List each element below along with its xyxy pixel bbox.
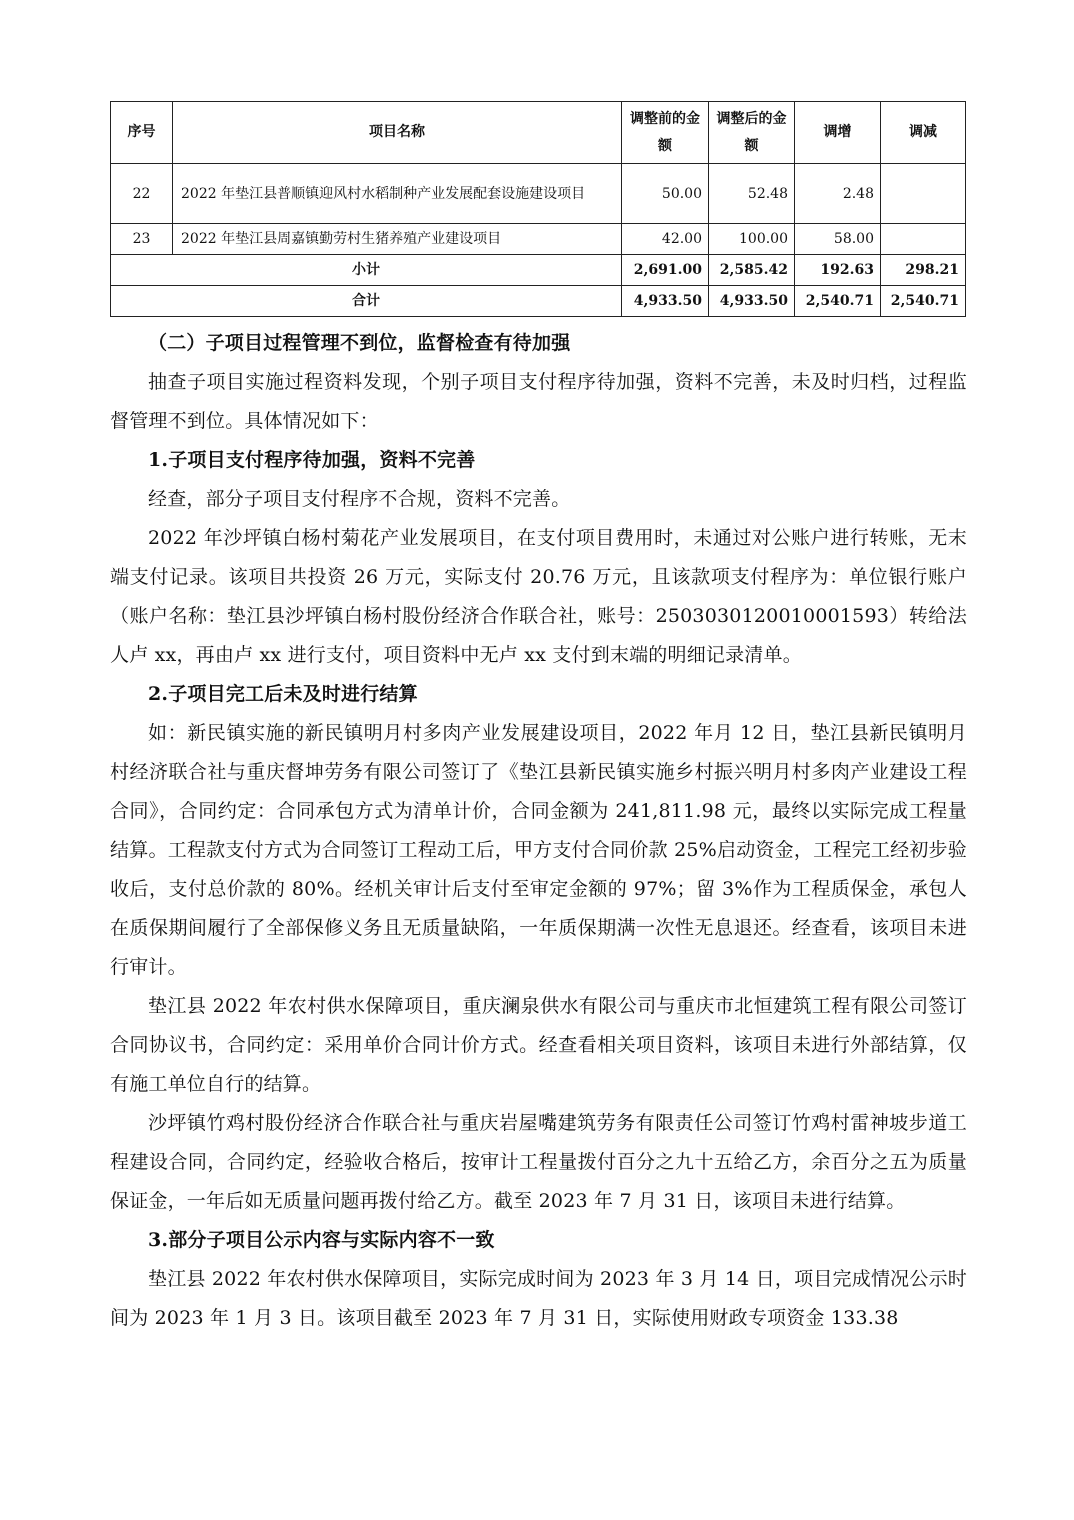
paragraph-intro: 抽查子项目实施过程资料发现，个别子项目支付程序待加强，资料不完善，未及时归档，过程监督管理不到位。具体情况如下： (110, 371, 967, 432)
paragraph: 经查，部分子项目支付程序不合规，资料不完善。 (148, 488, 571, 510)
row-name: 2022 年垫江县周嘉镇勤劳村生猪养殖产业建设项目 (173, 224, 622, 255)
subtotal-label: 小计 (111, 255, 622, 286)
row-before: 50.00 (622, 164, 709, 224)
row-before: 42.00 (622, 224, 709, 255)
row-after: 52.48 (709, 164, 795, 224)
header-after: 调整后的金额 (709, 102, 795, 164)
row-increase: 2.48 (795, 164, 881, 224)
header-decrease: 调减 (881, 102, 966, 164)
subheading-2: 2.子项目完工后未及时进行结算 (148, 683, 418, 705)
paragraph: 如：新民镇实施的新民镇明月村多肉产业发展建设项目，2022 年月 12 日，垫江县新民镇明月村经济联合社与重庆督坤劳务有限公司签订了《垫江县新民镇实施乡村振兴明月村多肉产业建设工程合同》，合同约定：合同承包方式为清单计价，合同金额为 241,811.98 元，最终以实际完成工程量结算。工程款支付方式为合同签订工程动工后，甲方支付合同价款 25%启动资金，工程完工经初步验收后，支付总价款的 80%。经机关审计后支付至审定金额的 97%；留 3%作为工程质保金，承包人在质保期间履行了全部保修义务且无质量缺陷，一年质保期满一次性无息退还。经查看，该项目未进行审计。 (110, 722, 967, 978)
table-row (111, 224, 966, 255)
header-no: 序号 (111, 102, 173, 164)
table-row (111, 164, 966, 224)
total-row (111, 286, 966, 317)
document-body (110, 324, 967, 1338)
total-decrease: 2,540.71 (881, 286, 966, 317)
row-decrease (881, 224, 966, 255)
subheading-3: 3.部分子项目公示内容与实际内容不一致 (148, 1229, 495, 1251)
table-header-row (111, 102, 966, 164)
subtotal-increase: 192.63 (795, 255, 881, 286)
header-before: 调整前的金额 (622, 102, 709, 164)
section-heading: （二）子项目过程管理不到位，监督检查有待加强 (148, 332, 571, 354)
header-increase: 调增 (795, 102, 881, 164)
header-name: 项目名称 (173, 102, 622, 164)
row-increase: 58.00 (795, 224, 881, 255)
subtotal-after: 2,585.42 (709, 255, 795, 286)
row-decrease (881, 164, 966, 224)
total-increase: 2,540.71 (795, 286, 881, 317)
subheading-1: 1.子项目支付程序待加强，资料不完善 (148, 449, 476, 471)
subtotal-before: 2,691.00 (622, 255, 709, 286)
total-before: 4,933.50 (622, 286, 709, 317)
row-no: 22 (111, 164, 173, 224)
row-no: 23 (111, 224, 173, 255)
subtotal-row (111, 255, 966, 286)
subtotal-decrease: 298.21 (881, 255, 966, 286)
paragraph: 沙坪镇竹鸡村股份经济合作联合社与重庆岩屋嘴建筑劳务有限责任公司签订竹鸡村雷神坡步道工程建设合同，合同约定，经验收合格后，按审计工程量拨付百分之九十五给乙方，余百分之五为质量保证金，一年后如无质量问题再拨付给乙方。截至 2023 年 7 月 31 日，该项目未进行结算。 (110, 1112, 967, 1212)
paragraph: 垫江县 2022 年农村供水保障项目，实际完成时间为 2023 年 3 月 14 日，项目完成情况公示时间为 2023 年 1 月 3 日。该项目截至 2023 年 7 月 31 日，实际使用财政专项资金 133.38 (110, 1268, 967, 1329)
paragraph: 垫江县 2022 年农村供水保障项目，重庆澜泉供水有限公司与重庆市北恒建筑工程有限公司签订合同协议书，合同约定：采用单价合同计价方式。经查看相关项目资料，该项目未进行外部结算，仅有施工单位自行的结算。 (110, 995, 967, 1095)
row-after: 100.00 (709, 224, 795, 255)
fund-adjustment-table (110, 101, 966, 317)
row-name: 2022 年垫江县普顺镇迎风村水稻制种产业发展配套设施建设项目 (173, 164, 622, 224)
paragraph: 2022 年沙坪镇白杨村菊花产业发展项目，在支付项目费用时，未通过对公账户进行转账，无末端支付记录。该项目共投资 26 万元，实际支付 20.76 万元，且该款项支付程序为：单位银行账户（账户名称：垫江县沙坪镇白杨村股份经济合作联合社，账号：2503030120010001593）转给法人卢 xx，再由卢 xx 进行支付，项目资料中无卢 xx 支付到末端的明细记录清单。 (110, 527, 967, 666)
total-after: 4,933.50 (709, 286, 795, 317)
total-label: 合计 (111, 286, 622, 317)
